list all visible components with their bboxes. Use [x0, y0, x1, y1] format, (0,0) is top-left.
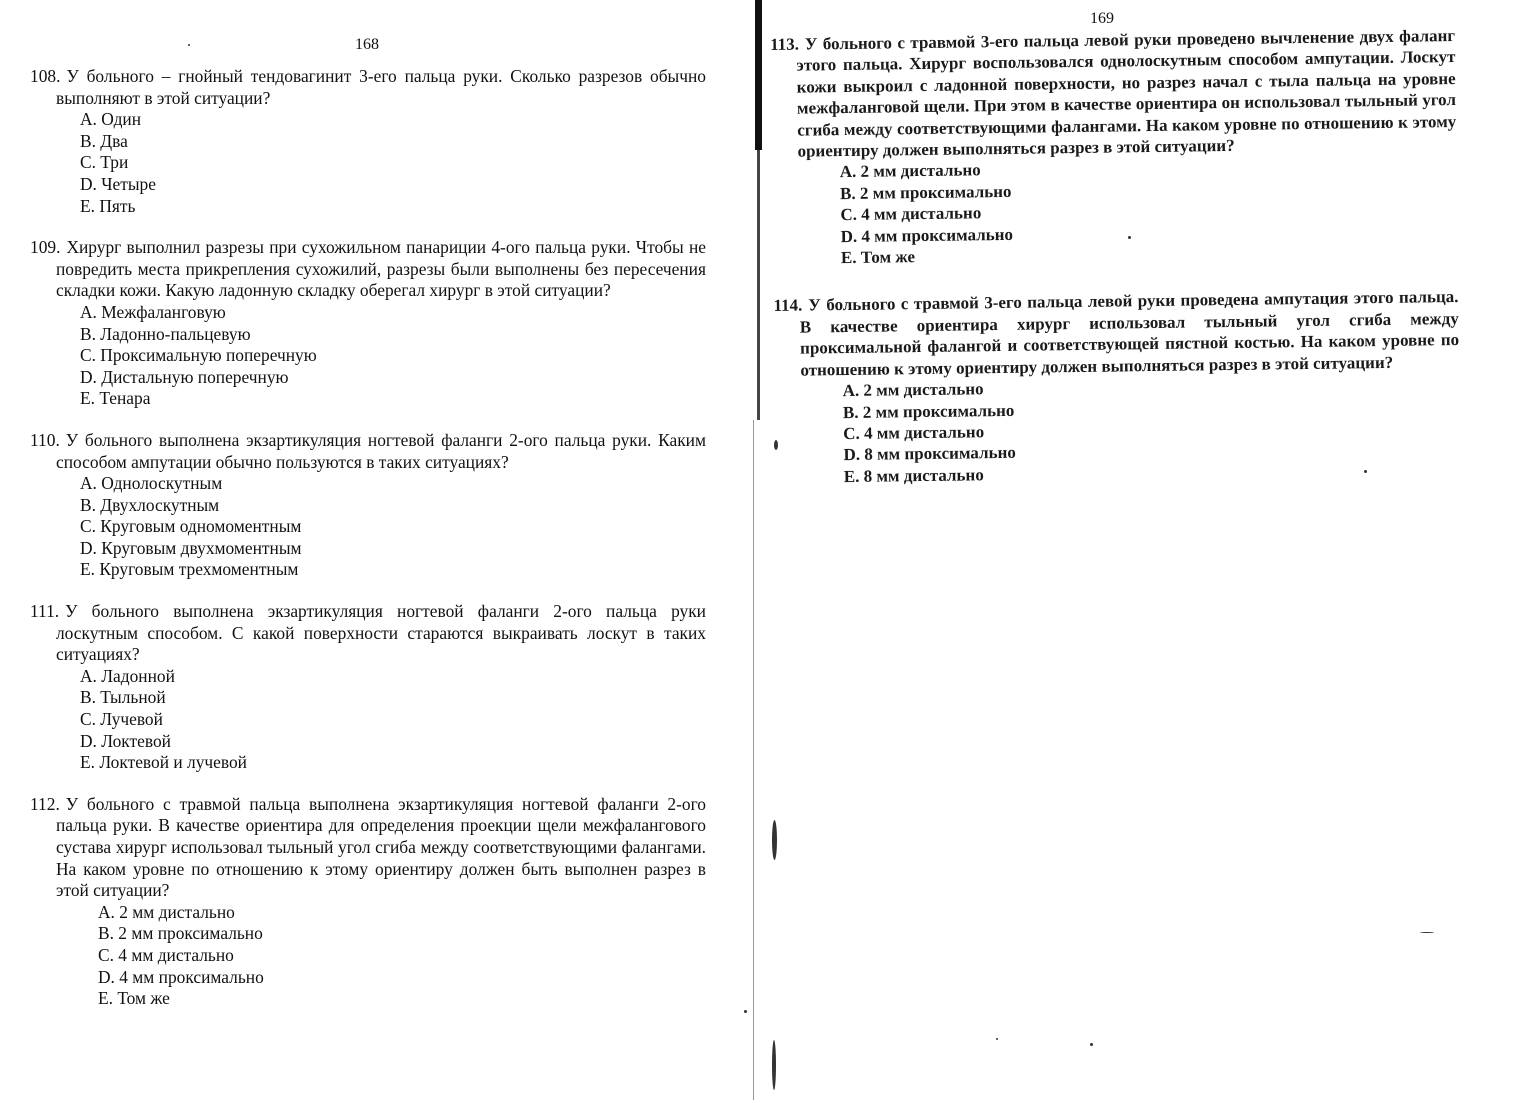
answer-option: A. Один	[80, 109, 142, 130]
answer-options	[30, 902, 706, 1010]
answer-option: E. 8 мм дистально	[843, 464, 984, 486]
question-list	[770, 25, 1461, 514]
answer-options	[30, 473, 706, 581]
question-number: 110.	[30, 429, 60, 450]
answer-option: A. 2 мм дистально	[842, 379, 984, 401]
question-108	[30, 66, 706, 217]
answer-options	[775, 372, 1461, 488]
answer-option: B. 2 мм проксимально	[98, 923, 263, 944]
page-number: 168	[355, 36, 379, 53]
question-text	[30, 237, 706, 302]
question-number: 114.	[773, 296, 803, 316]
answer-options	[30, 109, 706, 217]
question-text	[30, 601, 706, 666]
page-number: 169	[1090, 10, 1114, 27]
question-body: У больного выполнена экзартикуляция ногтевой фаланги 2-ого пальца руки. Каким способом ампутации обычно пользуются в таких ситуациях?	[56, 429, 706, 472]
answer-option: A. Ладонной	[80, 665, 175, 686]
scan-speck	[772, 1040, 776, 1090]
answer-option: C. 4 мм дистально	[98, 944, 234, 965]
question-number: 113.	[770, 34, 800, 54]
answer-option: A. Межфаланговую	[80, 301, 226, 322]
question-text	[30, 794, 706, 902]
question-body: У больного с травмой 3-его пальца левой руки проведена ампутация этого пальца. В качестве ориентира хирург использовал тыльный угол сгиба между проксимальной фалангой и соответствующей пястной костью. На каком уровне по отношению к этому ориентиру должен выполняться разрез в этой ситуации?	[799, 287, 1460, 380]
question-body: У больного с травмой пальца выполнена экзартикуляция ногтевой фаланги 2-ого пальца руки. В качестве ориентира для определения проекции щели межфалангового сустава хирург использовал тыльный угол сгиба между соответствующими фалангами. На каком уровне по отношению к этому ориентиру должен быть выполнен разрез в этой ситуации?	[56, 793, 706, 901]
answer-option: D. Круговым двухмоментным	[80, 537, 302, 558]
question-text	[30, 66, 706, 109]
answer-option: B. Два	[80, 130, 128, 151]
answer-option: E. Локтевой и лучевой	[80, 752, 247, 773]
answer-options	[30, 302, 706, 410]
question-111	[30, 601, 706, 774]
answer-option: E. Пять	[80, 195, 136, 216]
scan-speck	[744, 1010, 747, 1013]
scan-speck	[1090, 1043, 1093, 1046]
question-list	[30, 66, 706, 1030]
question-body: Хирург выполнил разрезы при сухожильном панариции 4-ого пальца руки. Чтобы не повредить места прикрепления сухожилий, разрезы были выполнены без пересечения складки кожи. Какую ладонную складку оберегал хирург в этой ситуации?	[56, 237, 706, 301]
question-text	[773, 286, 1459, 381]
answer-option: A. 2 мм дистально	[98, 901, 235, 922]
answer-option: C. 4 мм дистально	[840, 203, 982, 225]
question-number: 108.	[30, 66, 61, 86]
answer-option: D. 4 мм проксимально	[840, 224, 1014, 246]
answer-option: B. Двухлоскутным	[80, 494, 220, 515]
question-number: 112.	[30, 793, 60, 814]
answer-option: B. Ладонно-пальцевую	[80, 323, 251, 344]
answer-option: C. Круговым одномоментным	[80, 516, 302, 537]
binding-line	[753, 420, 754, 1100]
answer-option: A. 2 мм дистально	[839, 160, 981, 182]
right-page	[760, 0, 1530, 1103]
question-text	[770, 25, 1457, 162]
left-page	[0, 0, 750, 1103]
answer-option: C. Лучевой	[80, 709, 163, 730]
answer-option: D. Локтевой	[80, 730, 171, 751]
answer-option: D. 8 мм проксимально	[843, 443, 1016, 465]
answer-options	[30, 666, 706, 774]
question-body: У больного с травмой 3-его пальца левой руки проведено вычленение двух фаланг этого пальца. Хирург воспользовался однолоскутным способом ампутации. Лоскут кожи выкроил с ладонной поверхности, но разрез начал с тыла пальца на уровне межфаланговой щели. При этом в качестве ориентира он использовал тыльный угол сгиба между соответствующими фалангами. На каком уровне по отношению к этому ориентиру должен выполняться разрез в этой ситуации?	[796, 26, 1457, 161]
question-body: У больного – гнойный тендовагинит 3-его пальца руки. Сколько разрезов обычно выполняют в этой ситуации?	[56, 66, 706, 108]
answer-option: E. Том же	[840, 247, 916, 268]
answer-option: E. Тенара	[80, 388, 151, 409]
question-109	[30, 237, 706, 410]
question-113	[770, 25, 1458, 269]
answer-option: C. Проксимальную поперечную	[80, 345, 317, 366]
scan-speck	[1364, 470, 1367, 473]
answer-option: B. 2 мм проксимально	[842, 400, 1015, 422]
answer-option: E. Круговым трехмоментным	[80, 559, 299, 580]
answer-option: C. 4 мм дистально	[843, 422, 985, 443]
scan-speck	[772, 820, 777, 860]
answer-option: D. Четыре	[80, 173, 156, 194]
answer-option: E. Том же	[98, 988, 170, 1009]
answer-option: D. Дистальную поперечную	[80, 366, 289, 387]
answer-option: B. Тыльной	[80, 687, 166, 708]
answer-options	[772, 153, 1458, 269]
scan-speck	[1420, 932, 1434, 933]
answer-option: B. 2 мм проксимально	[839, 181, 1012, 203]
question-body: У больного выполнена экзартикуляция ногтевой фаланги 2-ого пальца руки лоскутным способом. С какой поверхности стараются выкраивать лоскут в таких ситуациях?	[56, 601, 706, 665]
answer-option: C. Три	[80, 152, 129, 173]
question-number: 111.	[30, 601, 60, 622]
question-text	[30, 430, 706, 473]
question-114	[773, 286, 1460, 488]
question-110	[30, 430, 706, 581]
question-number: 109.	[30, 237, 61, 258]
scan-speck	[996, 1038, 998, 1040]
question-112	[30, 794, 706, 1010]
scan-speck	[774, 440, 778, 450]
scan-speck	[188, 44, 190, 46]
answer-option: A. Однолоскутным	[80, 473, 223, 494]
scan-speck	[1128, 236, 1131, 239]
answer-option: D. 4 мм проксимально	[98, 966, 264, 987]
